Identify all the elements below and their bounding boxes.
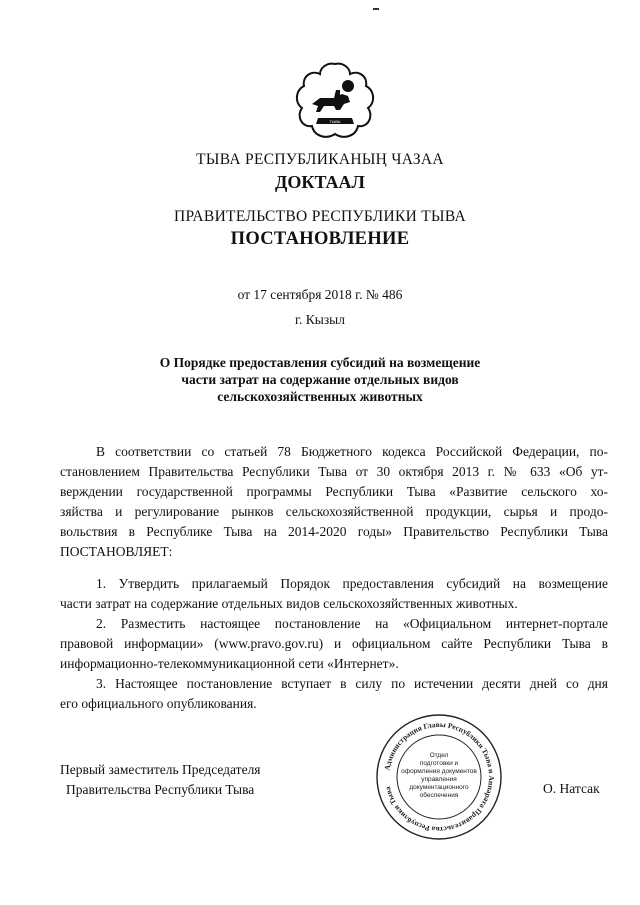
paragraph-line: В соответствии со статьей 78 Бюджетного кодекса Российской Федерации, по- <box>96 444 608 459</box>
postanovlenie-heading: ПОСТАНОВЛЕНИЕ <box>230 229 410 249</box>
document-title-line: части затрат на содержание отдельных видов <box>181 372 459 387</box>
signatory-position-line: Правительства Республики Тыва <box>66 782 255 797</box>
document-city: г. Кызыл <box>295 312 345 327</box>
paragraph-line: части затрат на содержание отдельных видов сельскохозяйственных животных. <box>60 596 518 611</box>
paragraph-line: 2. Разместить настоящее постановление на «Официальном интернет-портале <box>96 616 608 631</box>
scan-mark <box>373 8 379 10</box>
paragraph-line: ПОСТАНОВЛЯЕТ: <box>60 544 173 559</box>
stamp-center-line: Отдел <box>429 752 449 759</box>
doktaal-heading: ДОКТААЛ <box>275 172 365 192</box>
document-title <box>0 354 640 405</box>
paragraph-line: становлением Правительства Республики Тыва от 30 октября 2013 г. № 633 «Об ут- <box>60 464 608 479</box>
government-heading: ПРАВИТЕЛЬСТВО РЕСПУБЛИКИ ТЫВА <box>174 208 466 225</box>
paragraph-line: информационно-телекоммуникационной сети «Интернет». <box>60 656 399 671</box>
signatory-position-line: Первый заместитель Председателя <box>60 762 261 777</box>
stamp-center-line: управления <box>421 776 457 783</box>
paragraph-line: правовой информации» (www.pravo.gov.ru) и официальном сайте Республики Тыва в <box>60 636 608 651</box>
stamp-ring-text: Администрация Главы Республики Тыва и Аппарата Правительства Республики Тыва <box>382 719 497 835</box>
signatory-position <box>60 760 300 800</box>
body-paragraph-item-3 <box>60 674 608 714</box>
paragraph-line: 3. Настоящее постановление вступает в силу по истечении десяти дней со дня <box>96 676 608 691</box>
signatory-name: О. Натсак <box>543 781 600 796</box>
stamp-center-line: оформления документов <box>401 768 477 775</box>
body-paragraph-item-2 <box>60 614 608 674</box>
coat-of-arms-icon <box>290 60 380 140</box>
official-stamp-icon <box>374 712 504 842</box>
stamp-center-line: подготовки и <box>419 760 459 767</box>
paragraph-line: 1. Утвердить прилагаемый Порядок предоставления субсидий на возмещение <box>96 576 608 591</box>
document-date-number: от 17 сентября 2018 г. № 486 <box>237 287 403 302</box>
paragraph-line: зяйства и регулирование рынков сельскохозяйственной продукции, сырья и продо- <box>60 504 608 519</box>
paragraph-line: верждении государственной программы Республики Тыва «Развитие сельского хо- <box>60 484 608 499</box>
stamp-center-line: обеспечения <box>419 792 459 799</box>
body-paragraph-preamble <box>60 442 608 562</box>
body-paragraph-item-1 <box>60 574 608 614</box>
tuvan-government-heading: ТЫВА РЕСПУБЛИКАНЫҢ ЧАЗАА <box>196 151 444 168</box>
document-title-line: О Порядке предоставления субсидий на возмещение <box>159 355 481 370</box>
stamp-center-line: документационного <box>409 784 469 791</box>
document-title-line: сельскохозяйственных животных <box>217 389 423 404</box>
emblem-label: ТЫВА <box>329 119 341 124</box>
paragraph-line: его официального опубликования. <box>60 696 257 711</box>
paragraph-line: вольствия в Республике Тыва на 2014-2020 годы» Правительство Республики Тыва <box>60 524 608 539</box>
